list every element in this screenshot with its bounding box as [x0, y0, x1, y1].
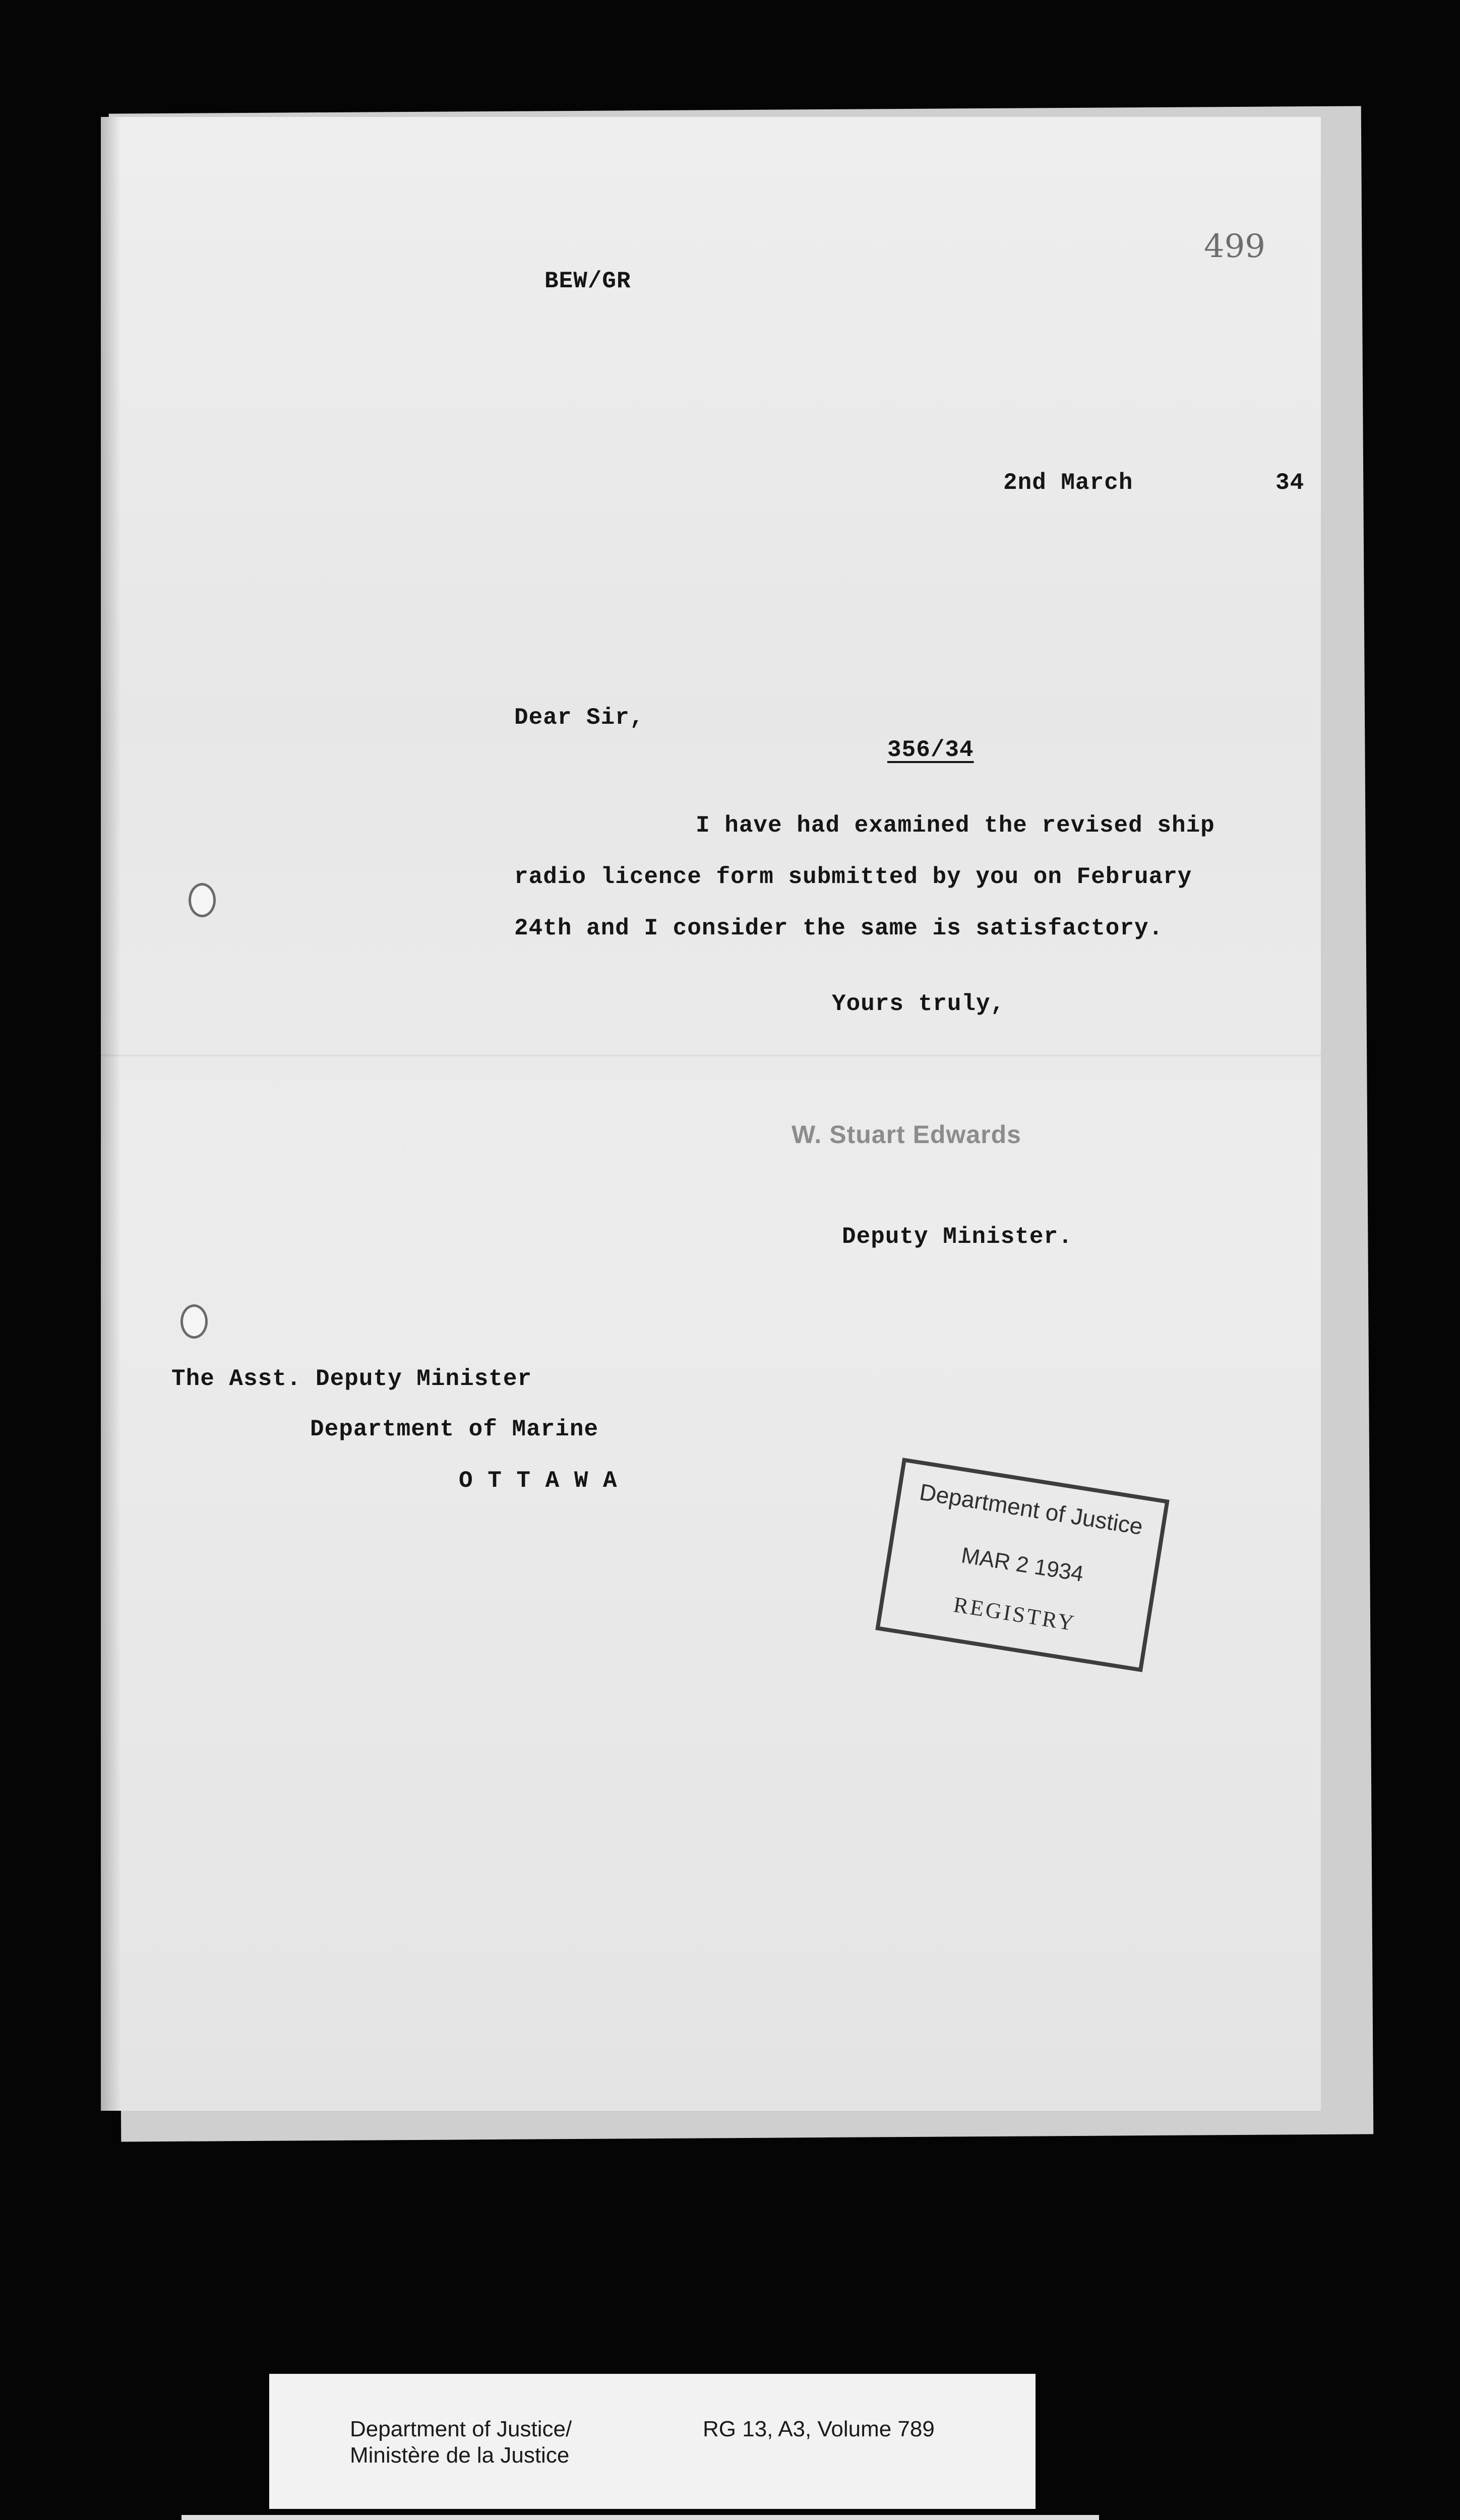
- reference-initials: BEW/GR: [544, 268, 631, 294]
- fold-line: [101, 1054, 1321, 1056]
- page-shadow: [101, 117, 121, 2111]
- recipient-line-1: The Asst. Deputy Minister: [171, 1366, 532, 1392]
- signatory-title: Deputy Minister.: [842, 1224, 1073, 1250]
- letter-date: 2nd March: [1003, 470, 1133, 496]
- letter-year: 34: [1275, 470, 1305, 496]
- punch-hole: [189, 883, 216, 917]
- closing: Yours truly,: [832, 991, 1005, 1017]
- stamp-office: REGISTRY: [951, 1592, 1078, 1636]
- recipient-line-2: Department of Marine: [310, 1416, 599, 1442]
- archives-banner: [181, 2515, 1099, 2520]
- registry-stamp: [875, 1458, 1170, 1672]
- archive-reference: RG 13, A3, Volume 789: [703, 2417, 935, 2441]
- stamp-title: Department of Justice: [918, 1478, 1145, 1540]
- stamp-date: MAR 2 1934: [959, 1543, 1085, 1587]
- body-line-1: I have had examined the revised ship: [696, 812, 1215, 839]
- page-number: 499: [1203, 228, 1265, 265]
- signature: W. Stuart Edwards: [792, 1120, 1021, 1149]
- body-line-2: radio licence form submitted by you on February: [514, 864, 1192, 890]
- department-en: Department of Justice/: [350, 2417, 572, 2441]
- punch-hole: [180, 1304, 208, 1339]
- recipient-line-3: O T T A W A: [459, 1468, 618, 1494]
- body-line-3: 24th and I consider the same is satisfactory.: [514, 915, 1164, 941]
- letter-page: [101, 117, 1321, 2111]
- archive-label: [269, 2374, 1036, 2509]
- salutation: Dear Sir,: [514, 705, 644, 731]
- department-fr: Ministère de la Justice: [350, 2443, 570, 2468]
- file-number: 356/34: [887, 737, 974, 763]
